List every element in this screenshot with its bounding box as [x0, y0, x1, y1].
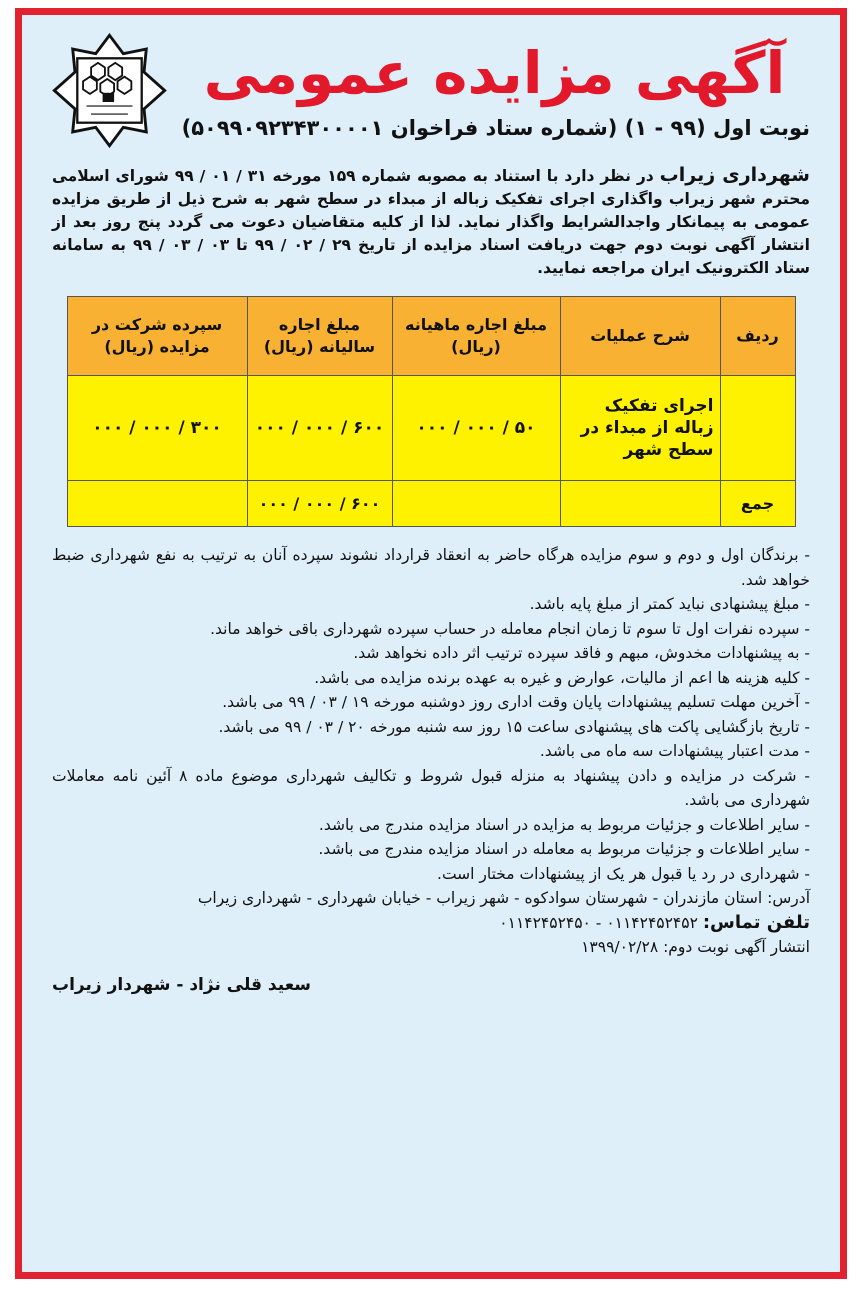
rule-item: - کلیه هزینه ها اعم از مالیات، عوارض و غیره به عهده برنده مزایده می باشد. [314, 668, 810, 687]
ad-subtitle: نوبت اول (۹۹ - ۱) (شماره ستاد فراخوان ۵۰۹۹۰۹۲۳۴۳۰۰۰۰۱) [181, 115, 810, 140]
empty-cell [67, 481, 247, 527]
cell-index [720, 376, 795, 481]
header-description: شرح عملیات [560, 297, 720, 376]
header-annual: مبلغ اجاره سالیانه (ریال) [247, 297, 392, 376]
phone-label: تلفن تماس: [702, 911, 810, 933]
address: آدرس: استان مازندران - شهرستان سوادکوه - شهر زیراب - خیابان شهرداری - شهرداری زیراب [197, 889, 810, 907]
rule-item: - مبلغ پیشنهادی نباید کمتر از مبلغ پایه باشد. [529, 595, 810, 613]
rule-item: - برندگان اول و دوم و سوم مزایده هرگاه حاضر به انعقاد قرارداد نشوند سپرده آنان به ترتیب به نفع شهرداری ضبط خواهد شد. [52, 546, 810, 589]
ad-frame [15, 8, 847, 1279]
phone-numbers: ۰۱۱۴۲۴۵۲۴۵۲ - ۰۱۱۴۲۴۵۲۴۵۰ [499, 913, 703, 932]
cell-annual: ۶۰۰ / ۰۰۰ / ۰۰۰ [247, 376, 392, 481]
total-label: جمع [720, 481, 795, 527]
signature: سعید قلی نژاد - شهردار زیراب [52, 974, 312, 995]
rule-item: - به پیشنهادات مخدوش، مبهم و فاقد سپرده ترتیب اثر داده نخواهد شد. [353, 644, 810, 662]
cell-deposit: ۳۰۰ / ۰۰۰ / ۰۰۰ [67, 376, 247, 481]
contact-phone [52, 911, 810, 936]
conditions-list [52, 543, 810, 960]
intro-lead: شهرداری زیراب [659, 164, 810, 186]
rule-item: - مدت اعتبار پیشنهادات سه ماه می باشد. [539, 742, 810, 760]
rule-item: - شهرداری در رد یا قبول هر یک از پیشنهادات مختار است. [437, 864, 810, 883]
rule-item: - شرکت در مزایده و دادن پیشنهاد به منزله قبول شروط و تکالیف شهرداری موضوع ماده ۸ آئین نامه معاملات شهرداری می باشد. [52, 766, 810, 809]
rule-item: - سایر اطلاعات و جزئیات مربوط به مزایده در اسناد مزایده مندرج می باشد. [318, 815, 810, 834]
rule-item: - آخرین مهلت تسلیم پیشنهادات پایان وقت اداری روز دوشنبه مورخه ۱۹ / ۰۳ / ۹۹ می باشد. [222, 693, 810, 711]
cell-monthly: ۵۰ / ۰۰۰ / ۰۰۰ [392, 376, 560, 481]
table-row [67, 376, 795, 481]
table-header-row [67, 297, 795, 376]
auction-table [67, 296, 796, 527]
header-deposit: سپرده شرکت در مزایده (ریال) [67, 297, 247, 376]
header-monthly: مبلغ اجاره ماهیانه (ریال) [392, 297, 560, 376]
municipality-logo [52, 33, 167, 148]
intro-paragraph [52, 164, 810, 280]
cell-description: اجرای تفکیک زباله از مبداء در سطح شهر [560, 376, 720, 481]
rule-item: - سایر اطلاعات و جزئیات مربوط به معامله در اسناد مزایده مندرج می باشد. [318, 840, 810, 858]
intro-text: در نظر دارد با استناد به مصوبه شماره ۱۵۹ مورخه ۳۱ / ۰۱ / ۹۹ شورای اسلامی محترم شهر زیراب واگذاری اجرای تفکیک زباله از مبداء در سطح شهر به شرح ذیل از طریق مزایده عمومی به پیمانکار واجدالشرایط واگذار نماید. لذا از کلیه متقاضیان دعوت می گردد پنج روز بعد از انتشار آگهی نوبت دوم جهت دریافت اسناد مزایده از تاریخ ۲۹ / ۰۲ / ۹۹ تا ۰۳ / ۰۳ / ۹۹ به سامانه ستاد الکترونیک ایران مراجعه نمایید. [52, 167, 810, 277]
table-total-row [67, 481, 795, 527]
ad-title: آگهی مزایده عمومی [203, 39, 786, 108]
rule-item: - تاریخ بازگشایی پاکت های پیشنهادی ساعت ۱۵ روز سه شنبه مورخه ۲۰ / ۰۳ / ۹۹ می باشد. [218, 717, 810, 736]
total-annual: ۶۰۰ / ۰۰۰ / ۰۰۰ [247, 481, 392, 527]
header-index: ردیف [720, 297, 795, 376]
publish-date: انتشار آگهی نوبت دوم: ۱۳۹۹/۰۲/۲۸ [581, 938, 810, 956]
ad-header [52, 33, 810, 148]
empty-cell [392, 481, 560, 527]
rule-item: - سپرده نفرات اول تا سوم تا زمان انجام معامله در حساب سپرده شهرداری باقی خواهد ماند. [210, 619, 810, 638]
empty-cell [560, 481, 720, 527]
